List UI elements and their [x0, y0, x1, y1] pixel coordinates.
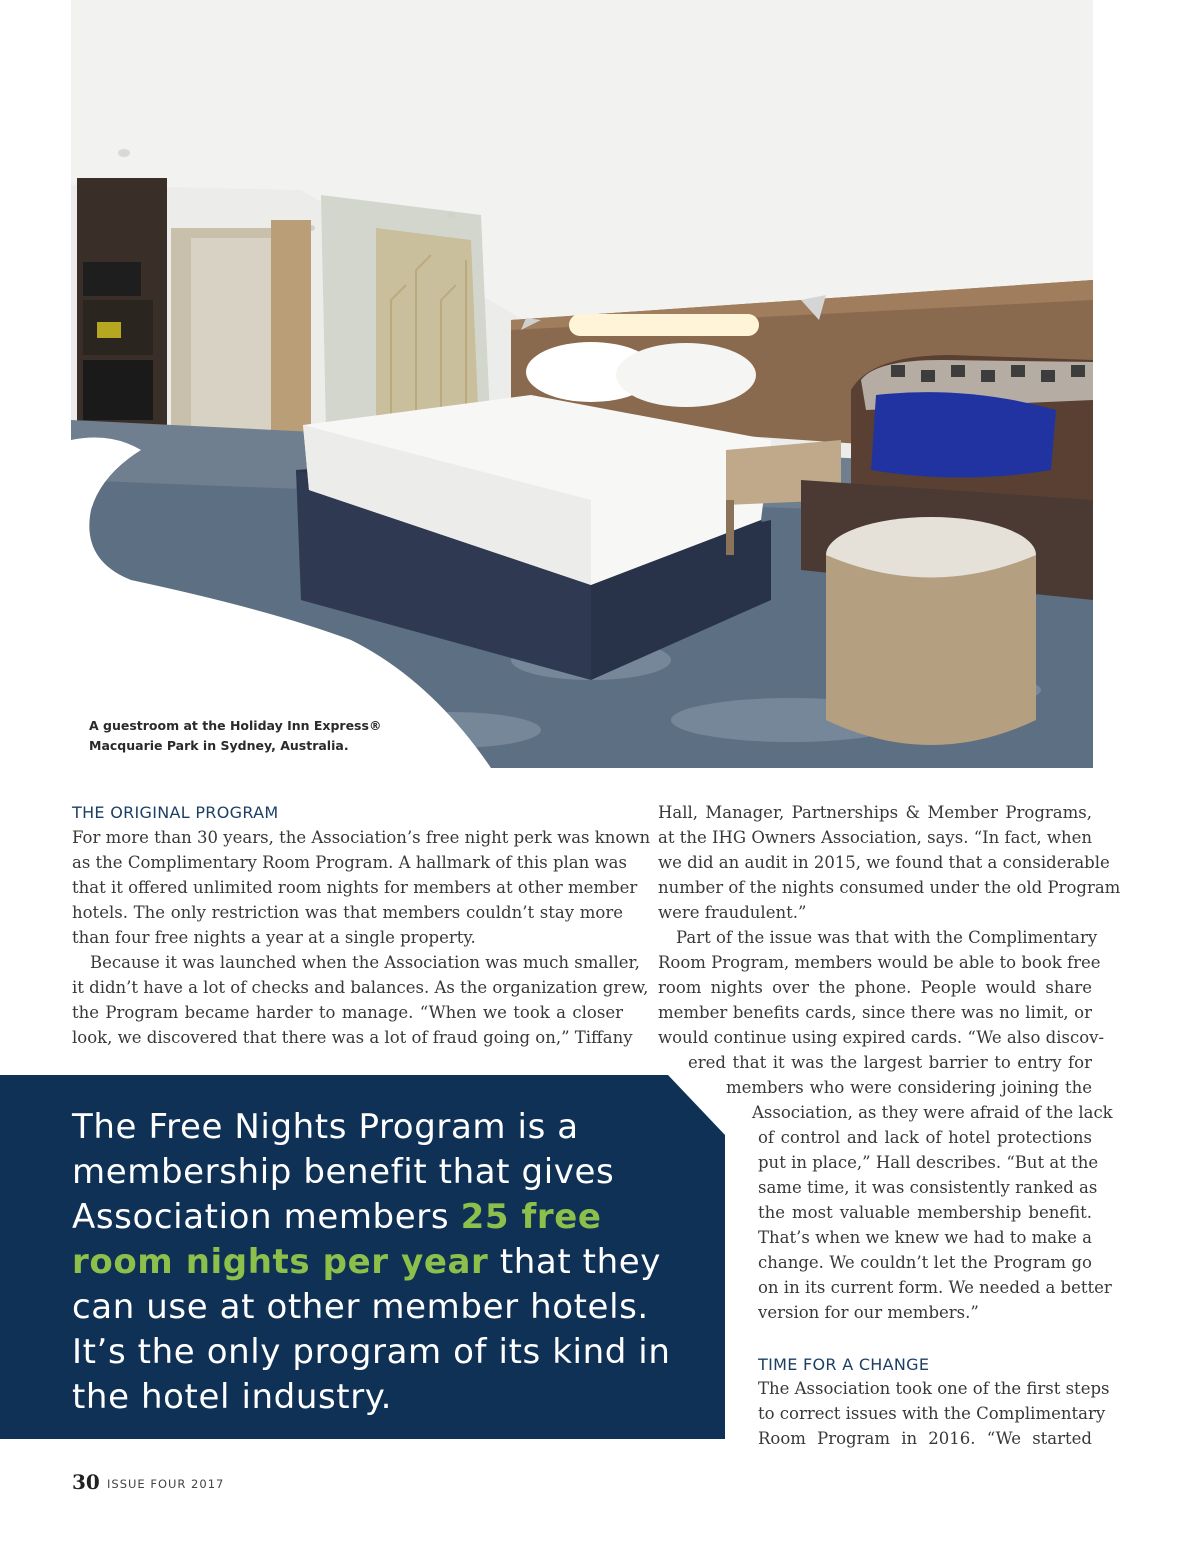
body-line: would continue using expired cards. “We also discov- [658, 1028, 1105, 1047]
body-line: it didn’t have a lot of checks and balances. As the organization grew, [72, 978, 649, 997]
body-line: The Association took one of the first steps [758, 1379, 1110, 1398]
body-line: ered that it was the largest barrier to entry for [688, 1053, 1092, 1072]
pullquote-text: Association members [72, 1197, 461, 1237]
body-line: on in its current form. We needed a better [758, 1278, 1112, 1297]
body-line: the Program became harder to manage. “When we took a closer [72, 1003, 623, 1022]
body-line: room nights over the phone. People would share [658, 978, 1092, 997]
pullquote-line [72, 1240, 661, 1284]
caption-line: A guestroom at the Holiday Inn Express® [89, 718, 382, 733]
page-number: 30 [72, 1470, 100, 1494]
body-line: that it offered unlimited room nights for members at other member [72, 878, 638, 897]
body-line: Room Program in 2016. “We started [758, 1429, 1092, 1448]
body-line: version for our members.” [758, 1303, 979, 1322]
photo-caption [89, 716, 509, 756]
body-line: number of the nights consumed under the old Program [658, 878, 1121, 897]
body-line: at the IHG Owners Association, says. “In fact, when [658, 828, 1092, 847]
hotel-room-photo [71, 0, 1093, 768]
body-line: hotels. The only restriction was that members couldn’t stay more [72, 903, 623, 922]
body-line: For more than 30 years, the Association’s free night perk was known [72, 828, 651, 847]
pullquote-line: It’s the only program of its kind in [72, 1332, 671, 1372]
body-line: we did an audit in 2015, we found that a considerable [658, 853, 1110, 872]
body-line: as the Complimentary Room Program. A hallmark of this plan was [72, 853, 627, 872]
body-line: of control and lack of hotel protections [758, 1128, 1092, 1147]
section-heading-original-program: THE ORIGINAL PROGRAM [72, 803, 279, 822]
pullquote-line: membership benefit that gives [72, 1152, 615, 1192]
body-line: Room Program, members would be able to book free [658, 953, 1101, 972]
pullquote-line: can use at other member hotels. [72, 1287, 649, 1327]
body-line: Association, as they were afraid of the lack [752, 1103, 1113, 1122]
pullquote-line: The Free Nights Program is a [72, 1107, 579, 1147]
body-line: were fraudulent.” [658, 903, 807, 922]
body-line: same time, it was consistently ranked as [758, 1178, 1098, 1197]
body-line: look, we discovered that there was a lot of fraud going on,” Tiffany [72, 1028, 633, 1047]
body-line: member benefits cards, since there was no limit, or [658, 1003, 1092, 1022]
body-line: members who were considering joining the [726, 1078, 1092, 1097]
section-heading-time-for-a-change: TIME FOR A CHANGE [758, 1355, 930, 1374]
pullquote-line [72, 1195, 602, 1239]
body-line: Hall, Manager, Partnerships & Member Programs, [658, 803, 1092, 822]
body-line: change. We couldn’t let the Program go [758, 1253, 1092, 1272]
body-line: the most valuable membership benefit. [758, 1203, 1092, 1222]
pullquote-line: the hotel industry. [72, 1377, 393, 1417]
body-line: That’s when we knew we had to make a [758, 1228, 1092, 1247]
caption-line: Macquarie Park in Sydney, Australia. [89, 738, 349, 753]
body-line: put in place,” Hall describes. “But at the [758, 1153, 1099, 1172]
issue-label: ISSUE FOUR 2017 [107, 1477, 225, 1491]
body-line: than four free nights a year at a single property. [72, 928, 476, 947]
pullquote-text: that they [488, 1242, 662, 1282]
body-line: Because it was launched when the Association was much smaller, [90, 953, 640, 972]
pullquote-highlight: 25 free [460, 1197, 602, 1237]
body-line: to correct issues with the Complimentary [758, 1404, 1106, 1423]
body-line: Part of the issue was that with the Complimentary [676, 928, 1098, 947]
pullquote-highlight: room nights per year [72, 1242, 489, 1282]
